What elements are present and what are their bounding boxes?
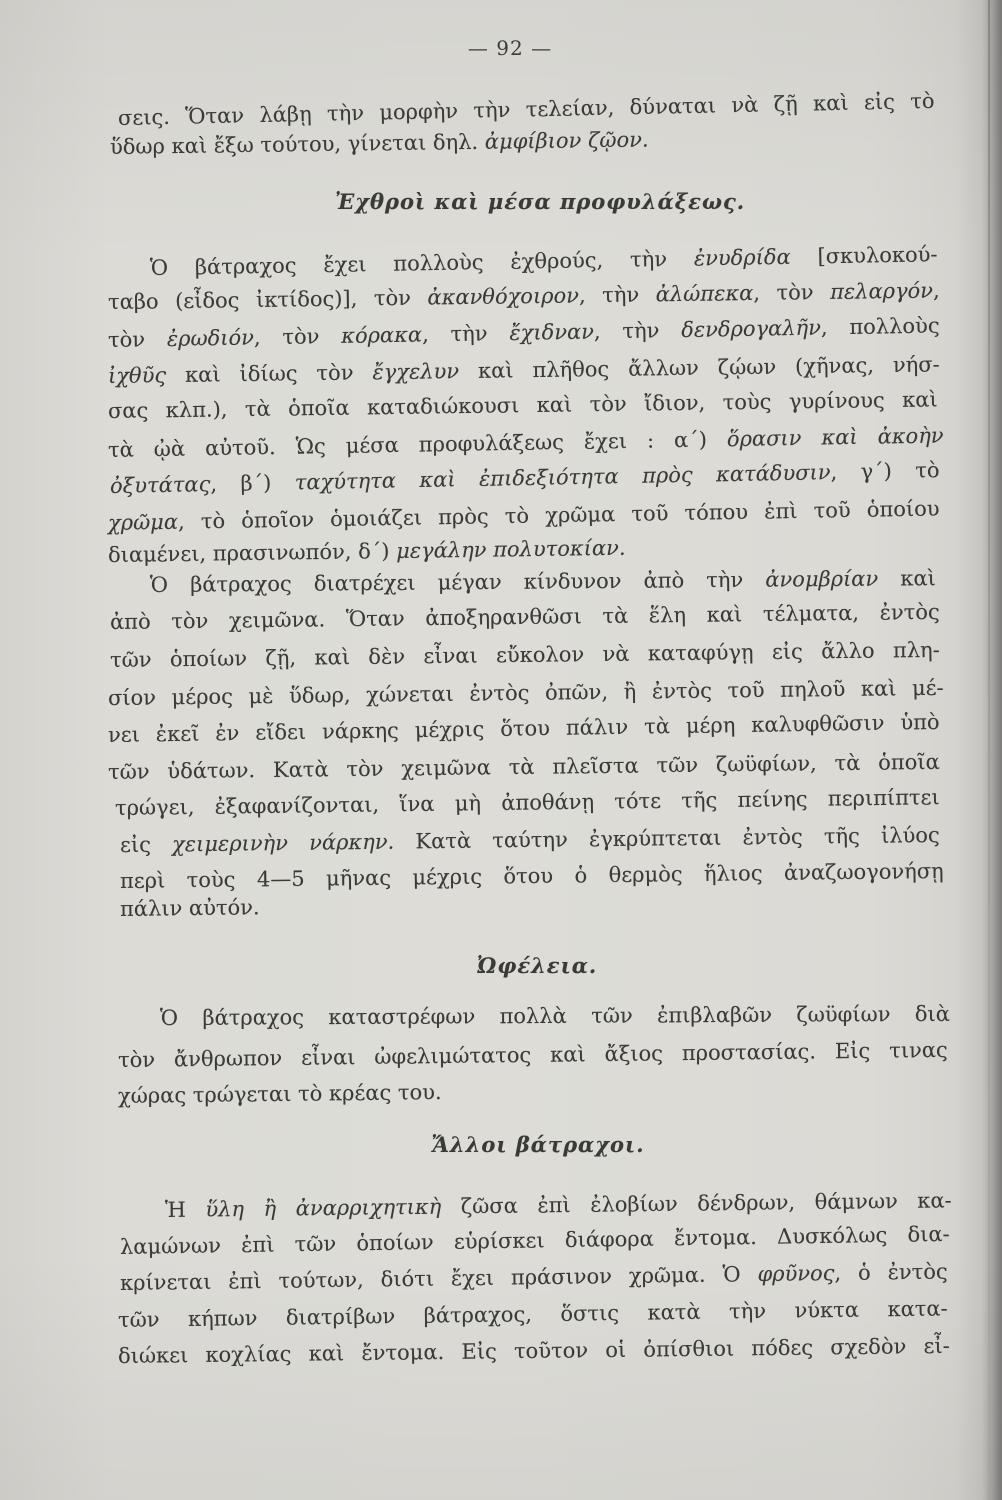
- text-run: , τὸν: [253, 323, 342, 350]
- text-run: Ὁ βάτραχος καταστρέφων πολλὰ τῶν ἐπιβλαβῶν ζωϋφίων διὰ: [159, 1001, 950, 1030]
- italic-text-run: ὕλη ἢ ἀναρριχητικὴ: [205, 1194, 442, 1222]
- text-line: [120, 820, 940, 860]
- text-run: καὶ ἰδίως τὸν: [165, 360, 373, 388]
- section-heading: Ἐχθροὶ καὶ μέσα προφυλάξεως.: [334, 189, 746, 214]
- text-line: [150, 563, 936, 600]
- italic-text-run: ὅρασιν καὶ ἀκοὴν: [726, 423, 944, 452]
- text-line: [108, 707, 940, 750]
- text-run: λαμώνων ἐπὶ τῶν ὁποίων εὑρίσκει διάφορα ἔντομα. Δυσκόλως δια-: [119, 1221, 950, 1259]
- text-run: τρώγει, ἐξαφανίζονται, ἵνα μὴ ἀποθάνῃ τότε τῆς πείνης περιπίπτει: [114, 785, 940, 820]
- text-line: [108, 384, 938, 426]
- text-run: τὸν: [107, 326, 168, 352]
- text-run: , β΄): [210, 470, 295, 497]
- italic-text-run: ἐνυδρίδα: [693, 244, 791, 271]
- italic-text-run: δενδρογαλῆν: [680, 315, 822, 342]
- text-line: [120, 1256, 948, 1298]
- text-line: [118, 1035, 948, 1075]
- text-line: [115, 782, 940, 823]
- italic-text-run: ἔχιδναν: [509, 319, 595, 345]
- text-run: τῶν ὑδάτων. Κατὰ τὸν χειμῶνα τὰ πλεῖστα τῶν ζωϋφίων, τὰ ὁποῖα: [107, 749, 940, 784]
- text-run: , τὴν: [593, 317, 682, 344]
- text-run: , πολλοὺς: [820, 313, 940, 340]
- italic-text-run: ἔγχελυν: [372, 359, 460, 385]
- italic-text-run: φρῦνος: [757, 1261, 835, 1287]
- text-run: νει ἐκεῖ ἐν εἴδει νάρκης μέχρις ὅτου πάλιν τὰ μέρη καλυφθῶσιν ὑπὸ: [107, 709, 940, 747]
- page-number: — 92 —: [467, 36, 553, 60]
- text-line: [108, 673, 944, 713]
- text-run: Κατὰ ταύτην ἐγκρύπτεται ἐντὸς τῆς ἰλύος: [394, 822, 940, 854]
- text-line: [165, 1185, 952, 1225]
- italic-text-run: χρῶμα: [107, 509, 179, 535]
- text-line: [160, 999, 950, 1033]
- text-run: καὶ: [878, 566, 936, 591]
- text-line: [118, 1071, 948, 1111]
- italic-text-run: μεγάλην πολυτοκίαν.: [395, 535, 626, 563]
- text-line: [108, 310, 940, 355]
- text-run: διώκει κοχλίας καὶ ἔντομα. Εἰς τοῦτον οἱ ὀπίσθιοι πόδες σχεδὸν εἶ-: [117, 1333, 950, 1368]
- text-run: τῶν κήπων διατρίβων βάτραχος, ὅστις κατὰ τὴν νύκτα κατα-: [117, 1296, 948, 1332]
- text-line: [110, 597, 940, 637]
- text-line: [108, 275, 940, 317]
- italic-text-run: ἐρωδιόν: [166, 325, 255, 351]
- italic-text-run: ταχύτητα καὶ ἐπιδεξιότητα πρὸς κατάδυσιν: [294, 460, 831, 495]
- text-run: κρίνεται ἐπὶ τούτων, διότι ἔχει πράσινον χρῶμα. Ὁ: [119, 1262, 758, 1295]
- italic-text-run: ἀλώπεκα: [655, 280, 754, 307]
- text-run: , τὴν: [578, 282, 656, 308]
- text-run: σίον μέρος μὲ ὕδωρ, χώνεται ἐντὸς ὀπῶν, ἢ ἐντὸς τοῦ πηλοῦ καὶ μέ-: [107, 675, 944, 710]
- italic-text-run: πελαργόν: [829, 278, 934, 304]
- text-run: σας κλπ.), τὰ ὁποῖα καταδιώκουσι καὶ τὸν ἴδιον, τοὺς γυρίνους καὶ: [107, 387, 938, 423]
- text-line: [118, 1331, 950, 1371]
- section-heading: Ὠφέλεια.: [476, 953, 598, 978]
- text-run: περὶ τοὺς 4—5 μῆνας μέχρις ὅτου ὁ θερμὸς ἥλιος ἀναζωογονήσῃ: [119, 858, 944, 893]
- text-run: , γ΄) τὸ: [830, 458, 940, 485]
- text-run: Ὁ βάτραχος ἔχει πολλοὺς ἐχθρούς, τὴν: [149, 246, 695, 280]
- text-run: [σκυλοκού-: [790, 242, 938, 269]
- text-run: χώρας τρώγεται τὸ κρέας του.: [117, 1080, 442, 1108]
- italic-text-run: ἀμφίβιον ζῷον.: [484, 127, 649, 154]
- text-line: [120, 1219, 950, 1262]
- text-run: ζῶσα ἐπὶ ἐλοβίων δένδρων, θάμνων κα-: [441, 1188, 952, 1219]
- text-run: ταβο (εἶδος ἰκτίδος)], τὸν: [107, 285, 428, 314]
- text-run: Ἡ: [164, 1197, 206, 1222]
- text-line: [110, 635, 940, 675]
- italic-text-run: ἀκανθόχοιρον: [427, 283, 580, 310]
- text-run: διαμένει, πρασινωπόν, δ΄): [107, 538, 397, 567]
- text-run: Ὁ βάτραχος διατρέχει μέγαν κίνδυνον ἀπὸ τὴν: [149, 567, 766, 597]
- section-heading: Ἄλλοι βάτραχοι.: [431, 1132, 645, 1157]
- text-run: ,: [932, 278, 940, 303]
- text-run: , τὸ ὁποῖον ὁμοιάζει πρὸς τὸ χρῶμα τοῦ τόπου ἐπὶ τοῦ ὁποίου: [177, 496, 940, 534]
- text-run: σεις. Ὅταν λάβῃ τὴν μορφὴν τὴν τελείαν, δύναται νὰ ζῇ καὶ εἰς τὸ: [117, 88, 935, 130]
- italic-text-run: ὀξυτάτας: [109, 472, 211, 498]
- text-run: , ὁ ἐντὸς: [834, 1259, 948, 1286]
- text-run: , τὸν: [753, 279, 831, 305]
- italic-text-run: ἀνομβρίαν: [765, 566, 879, 592]
- italic-text-run: ἰχθῦς: [107, 363, 167, 388]
- text-run: τῶν ὁποίων ζῇ, καὶ δὲν εἶναι εὔκολον νὰ καταφύγῃ εἰς ἄλλο πλη-: [109, 637, 940, 672]
- text-run: ὕδωρ καὶ ἔξω τούτου, γίνεται δηλ.: [109, 129, 485, 159]
- text-line: [118, 1293, 948, 1335]
- italic-text-run: κόρακα: [340, 322, 423, 348]
- text-run: τὰ ᾠὰ αὐτοῦ. Ὡς μέσα προφυλάξεως ἔχει : α΄): [107, 427, 728, 462]
- italic-text-run: χειμερινὴν νάρκην.: [171, 829, 395, 857]
- text-line: [108, 747, 940, 787]
- text-run: πάλιν αὐτόν.: [119, 895, 260, 921]
- text-run: τὸν ἄνθρωπον εἶναι ὠφελιμώτατος καὶ ἄξιος προστασίας. Εἰς τινας: [117, 1037, 948, 1072]
- text-line: [108, 349, 940, 391]
- text-run: καὶ πλῆθος ἄλλων ζῴων (χῆνας, νήσ-: [458, 352, 940, 384]
- text-run: , τὴν: [421, 320, 510, 347]
- text-run: εἰς: [119, 832, 173, 857]
- text-run: ἀπὸ τὸν χειμῶνα. Ὅταν ἀποξηρανθῶσι τὰ ἕλη καὶ τέλματα, ἐντὸς: [109, 599, 940, 634]
- page-edge-shadow: [988, 0, 990, 1500]
